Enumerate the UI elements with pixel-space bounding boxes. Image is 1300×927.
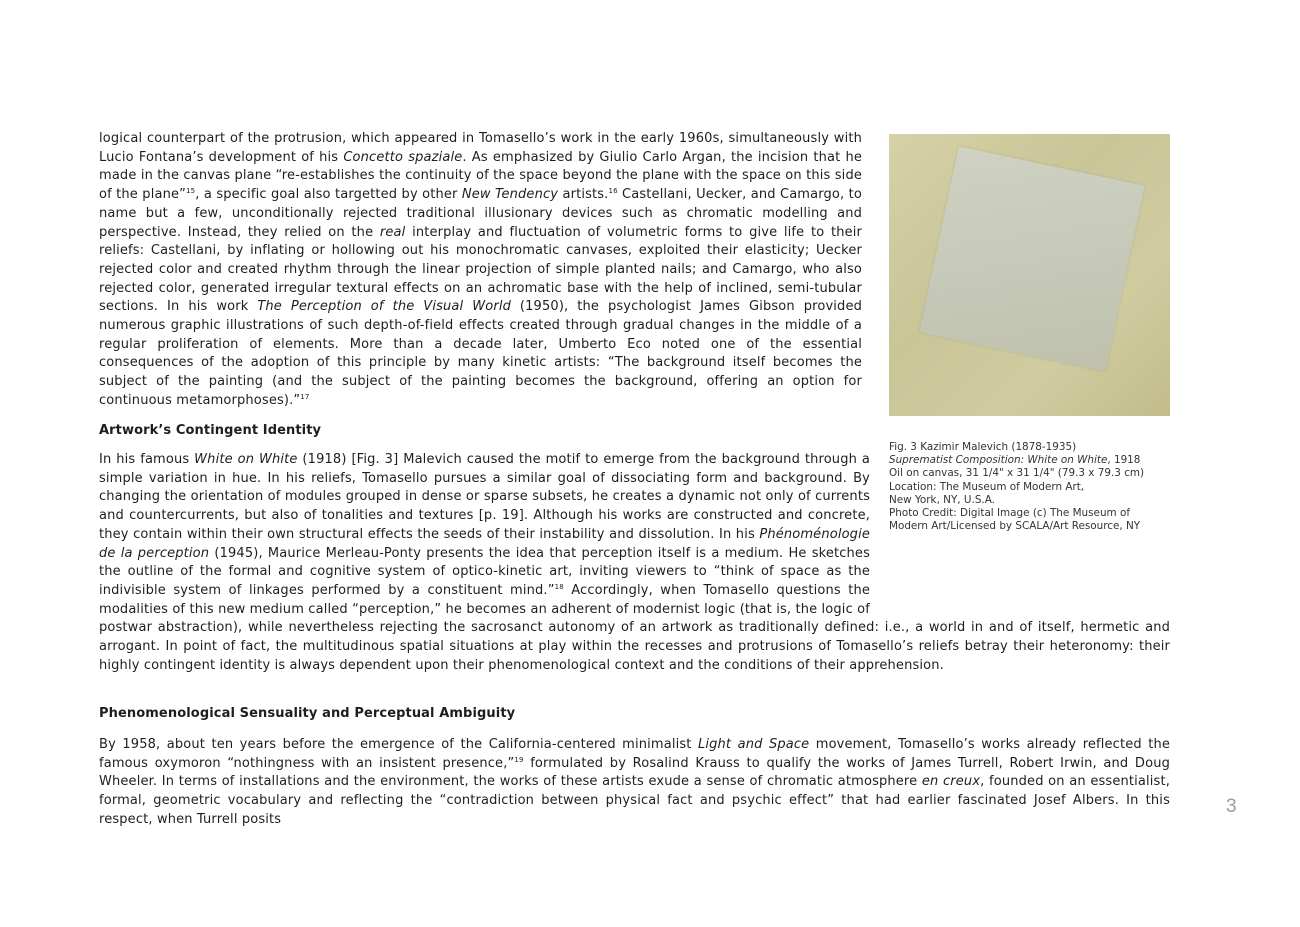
- italic-text: The Perception of the Visual World: [257, 299, 511, 315]
- text-run: interplay and fluctuation of volumetric forms to give life to their reliefs: Castellani, by inflating or hollowing out his monochromatic canvases, exploited their elasticity; Uecker rejected color and created rhythm through the linear projection of simple planted nails; and Camargo, who also rejected color, generated irregular textural effects on an achromatic base with the help of inclined, semi-tubular sections. In his work: [99, 224, 862, 315]
- caption-line: Fig. 3 Kazimir Malevich (1878-1935): [889, 441, 1077, 453]
- text-run: logical counterpart of the protrusion, which appeared in Tomasello’s work in the early 1960s, simultaneously with Lucio Fontana’s development of his: [99, 131, 862, 165]
- text-run: , founded on an essentialist, formal, geometric vocabulary and reflecting the “contradiction between physical fact and psychic effect” that had earlier fascinated Josef Albers. In this respect, when Turrell posits: [99, 774, 1170, 827]
- caption-line: Photo Credit: Digital Image (c) The Museum of: [889, 507, 1130, 520]
- text-run: (1945), Maurice Merleau-Ponty presents the idea that perception itself is a medium. He sketches the outline of the formal and cognitive system of optico-kinetic art, inviting viewers to “think of space as the indivisible system of linkages performed by a constituent mind.”: [99, 545, 870, 598]
- text-run: Castellani, Uecker, and Camargo, to name but a few, unconditionally rejected traditional illusionary devices such as chromatic modelling and perspective. Instead, they relied on the: [99, 187, 862, 240]
- italic-text: real: [379, 224, 406, 240]
- white-square-shape: [919, 146, 1144, 371]
- caption-title: Suprematist Composition: White on White: [889, 454, 1108, 467]
- text-run: artists.: [558, 187, 609, 203]
- caption-line: Oil on canvas, 31 1/4" x 31 1/4" (79.3 x 79.3 cm): [889, 467, 1145, 480]
- text-run: (1950), the psychologist James Gibson provided numerous graphic illustrations of such depth-of-field effects created through gradual changes in the middle of a regular proliferation of elements. More than a decade later, Umberto Eco noted one of the essential consequences of the adoption of this principle by many kinetic artists: “The background itself becomes the subject of the painting (and the subject of the painting becomes the background, offering an option for continuous metamorphoses).”: [99, 299, 862, 408]
- text-run: . As emphasized by Giulio Carlo Argan, the incision that he made in the canvas plane “re-establishes the continuity of the space beyond the plane with the space on this side of the plane”: [99, 149, 863, 203]
- body-paragraph-1: [99, 130, 862, 411]
- caption-line: New York, NY, U.S.A.: [889, 493, 995, 506]
- text-run: movement, Tomasello’s works already reflected the famous oxymoron “nothingness with an insistent presence,”: [99, 737, 1170, 771]
- footnote-ref: 16: [608, 187, 618, 196]
- text-run: Accordingly, when Tomasello questions the modalities of this new medium called “perception,” he becomes an adherent of modernist logic (that is, the logic of postwar abstraction), while nevertheless rejecting the sacrosanct autonomy of an artwork as traditionally defined: i.e., a world in and of itself, hermetic and arrogant. In point of fact, the multitudinous spatial situations at play within the recesses and protrusions of Tomasello’s reliefs betray their heteronomy: their highly contingent identity is always dependent upon their phenomenological context and the conditions of their apprehension.: [99, 582, 1170, 673]
- body-paragraph-3: [99, 736, 1170, 830]
- text-run: , a specific goal also targetted by other: [195, 187, 462, 203]
- footnote-ref: 17: [300, 392, 310, 401]
- text-run: In his famous: [99, 452, 195, 467]
- caption-line: Modern Art/Licensed by SCALA/Art Resource, NY: [889, 520, 1141, 533]
- italic-text: en creux: [921, 774, 981, 790]
- body-paragraph-2: [99, 451, 1170, 675]
- section-heading-contingent-identity: Artwork’s Contingent Identity: [99, 423, 322, 438]
- text-run: formulated by Rosalind Krauss to qualify the works of James Turrell, Robert Irwin, and Doug Wheeler. In terms of installations and the environment, the works of these artists exude a sense of chromatic atmosphere: [99, 755, 1170, 790]
- text-run: By 1958, about ten years before the emergence of the California-centered minimalist: [99, 737, 698, 752]
- figure-wrap-space: [870, 451, 1170, 601]
- text-run: (1918) [Fig. 3] Malevich caused the motif to emerge from the background through a simple variation in hue. In his reliefs, Tomasello pursues a similar goal of dissociating form and background. By changing the orientation of modules grouped in dense or sparse subsets, he creates a dynamic not only of currents and countercurrents, but also of tonalities and textures [p. 19]. Although his works are constructed and concrete, they contain within their own structural effects the seeds of their instability and dissolution. In his: [99, 452, 870, 542]
- italic-text: White on White: [194, 452, 298, 467]
- page-number: 3: [1226, 796, 1237, 817]
- italic-text: Phénoménologie de la perception: [99, 526, 870, 561]
- italic-text: Concetto spaziale: [343, 149, 463, 165]
- italic-text: Light and Space: [697, 737, 810, 752]
- figure-artwork-image: [889, 134, 1170, 416]
- caption-line: Location: The Museum of Modern Art,: [889, 480, 1085, 493]
- footnote-ref: 18: [554, 582, 564, 591]
- caption-year: , 1918: [1107, 454, 1141, 467]
- footnote-ref: 15: [186, 187, 196, 196]
- footnote-ref: 19: [514, 755, 524, 764]
- italic-text: New Tendency: [461, 187, 559, 203]
- section-heading-phenomenological: Phenomenological Sensuality and Perceptual Ambiguity: [99, 706, 516, 721]
